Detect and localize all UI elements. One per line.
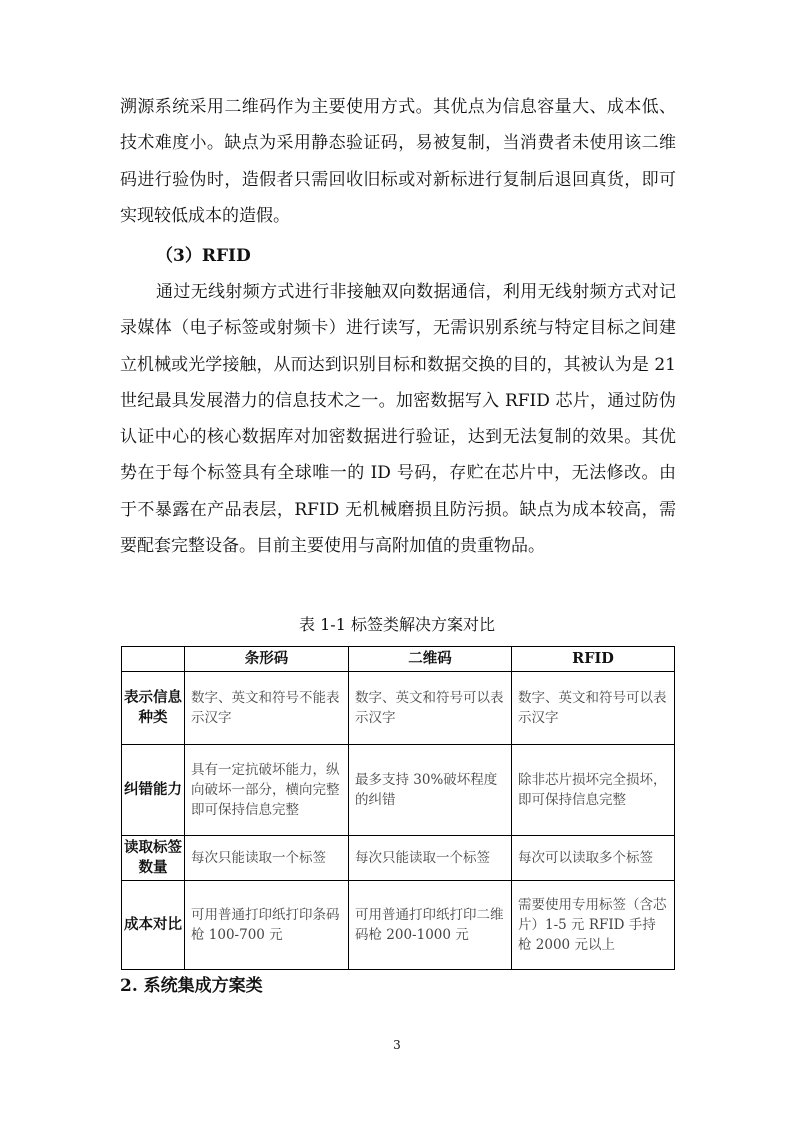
table-row bbox=[122, 836, 675, 881]
table-cell: 数字、英文和符号可以表示汉字 bbox=[349, 672, 512, 745]
table-cell: 可用普通打印纸打印二维码枪 200-1000 元 bbox=[349, 881, 512, 970]
row-label: 表示信息种类 bbox=[122, 672, 185, 745]
table-cell: 数字、英文和符号不能表示汉字 bbox=[185, 672, 349, 745]
table-row bbox=[122, 745, 675, 836]
header-cell-barcode: 条形码 bbox=[185, 647, 349, 672]
paragraph-qrcode-summary: 溯源系统采用二维码作为主要使用方式。其优点为信息容量大、成本低、技术难度小。缺点为采用静态验证码，易被复制，当消费者未使用该二维码进行验伪时，造假者只需回收旧标或对新标进行复制后退回真货，即可实现较低成本的造假。 bbox=[120, 97, 676, 226]
table-header-row bbox=[122, 647, 675, 672]
table-row bbox=[122, 672, 675, 745]
header-cell-qrcode: 二维码 bbox=[349, 647, 512, 672]
row-label: 成本对比 bbox=[122, 881, 185, 970]
header-cell-empty bbox=[122, 647, 185, 672]
comparison-table bbox=[121, 646, 675, 970]
paragraph-rfid-description: 通过无线射频方式进行非接触双向数据通信，利用无线射频方式对记录媒体（电子标签或射频卡）进行读写，无需识别系统与特定目标之间建立机械或光学接触，从而达到识别目标和数据交换的目的，其被认为是 21 世纪最具发展潜力的信息技术之一。加密数据写入 RFID 芯片，通过防伪认证中心的核心数据库对加密数据进行验证，达到无法复制的效果。其优势在于每个标签具有全球唯一的 ID 号码，存贮在芯片中，无法修改。由于不暴露在产品表层，RFID 无机械磨损且防污损。缺点为成本较高，需要配套完整设备。目前主要使用与高附加值的贵重物品。 bbox=[120, 282, 676, 557]
section-heading: 2. 系统集成方案类 bbox=[120, 976, 263, 996]
row-label: 读取标签数量 bbox=[122, 836, 185, 881]
row-label: 纠错能力 bbox=[122, 745, 185, 836]
table-cell: 需要使用专用标签（含芯片）1-5 元 RFID 手持枪 2000 元以上 bbox=[512, 881, 675, 970]
table-cell: 具有一定抗破坏能力，纵向破坏一部分，横向完整即可保持信息完整 bbox=[185, 745, 349, 836]
table-caption: 表 1-1 标签类解决方案对比 bbox=[299, 615, 495, 634]
table-cell: 每次只能读取一个标签 bbox=[185, 836, 349, 881]
table-cell: 每次只能读取一个标签 bbox=[349, 836, 512, 881]
table-cell: 数字、英文和符号可以表示汉字 bbox=[512, 672, 675, 745]
header-cell-rfid: RFID bbox=[512, 647, 675, 672]
table-cell: 最多支持 30%破坏程度的纠错 bbox=[349, 745, 512, 836]
table-row bbox=[122, 881, 675, 970]
table-cell: 除非芯片损坏完全损坏，即可保持信息完整 bbox=[512, 745, 675, 836]
subheading-rfid: （3）RFID bbox=[156, 246, 251, 266]
page-number: 3 bbox=[393, 1038, 401, 1052]
table-cell: 可用普通打印纸打印条码枪 100-700 元 bbox=[185, 881, 349, 970]
table-cell: 每次可以读取多个标签 bbox=[512, 836, 675, 881]
